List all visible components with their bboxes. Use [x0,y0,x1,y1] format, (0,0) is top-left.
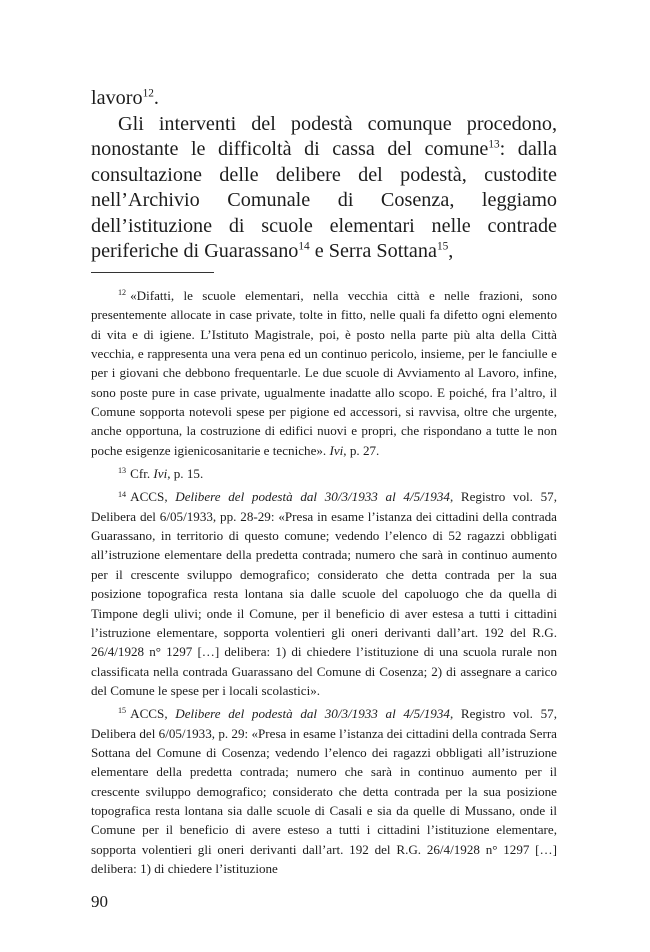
main-text [91,86,557,265]
footnote-text: , Registro vol. 57, Delibera del 6/05/1933, p. 29: «Presa in esame l’istanza dei cittadini della contrada Serra Sottana del Comune di Cosenza; vedendo l’elenco dei ragazzi obbligati all’istruzione elementare della predetta contrada; numero che sarà in continuo aumento per il crescente sviluppo demografico; considerato che detta contrada per la sua posizione topografica resta lontana sia dalle scuole di Casali e sia da quelle di Mussano, onde il Comune per il beneficio di avere esteso a tutti i cittadini l’istituzione elementare, sopporta volentieri gli oneri derivanti dall’art. 192 del R.G. 26/4/1928 n° 1297 […] delibera: 1) di chiedere l’istituzione [91,706,557,876]
footnote-14 [91,487,557,700]
footnote-ref-15[interactable]: 15 [436,240,449,253]
footnote-text: Cfr. [130,466,154,482]
footnote-text: , p. 27. [343,442,380,458]
footnote-number: 14 [118,489,127,499]
paragraph [91,112,557,265]
footnote-number: 13 [118,466,127,476]
text-fragment: lavoro [91,87,143,109]
footnote-ref-12[interactable]: 12 [142,87,154,100]
text-fragment: Gli interventi del podestà comunque procedono, nonostante le difficoltà di cassa del comune [91,112,557,160]
footnote-15 [91,704,557,878]
footnote-divider [91,272,214,273]
text-fragment: , [448,240,454,262]
footnote-italic: Delibere del podestà dal 30/3/1933 al 4/5/1934 [175,706,450,722]
text-fragment: : dalla consultazione delle delibere del podestà, custodite nell’Archivio Comunale di Cosenza, leggiamo dell’istituzione di scuole elementari nelle contrade periferiche di Guarassano [91,138,557,262]
footnote-italic: Ivi [329,442,344,458]
text-fragment: e Serra Sottana [309,240,437,262]
footnote-italic: Ivi [153,466,168,482]
footnote-text: «Difatti, le scuole elementari, nella vecchia città e nelle frazioni, sono presentemente allocate in case private, tolte in fitto, nelle quali fa difetto ogni elemento di vita e di igiene. L’Istituto Magistrale, poi, è posto nella parte più alta della Città vecchia, e rappresenta una vera pena ed un continuo pericolo, insieme, per le fanciulle e per i giovani che debbono frequentarle. Le due scuole di Avviamento al Lavoro, infine, sono poste pure in case private, ugualmente inadatte allo scopo. E poiché, fra l’altro, il Comune sopporta notevoli spese per pigione ed accessori, si ravvisa, oltre che urgente, anche opportuna, la costruzione di edifici nuovi e propri, che rispondano a tutte le non poche esigenze igienicosanitarie e tecniche». [91,288,557,458]
footnote-text: , p. 15. [167,466,204,482]
footnote-text: , Registro vol. 57, Delibera del 6/05/1933, pp. 28-29: «Presa in esame l’istanza dei cittadini della contrada Guarassano, in territorio di questo comune; vedendo l’elenco di 52 ragazzi obbligati all’istruzione elementare della predetta contrada; numero che sarà in continuo aumento per il crescente sviluppo demografico; considerato che detta contrada per la sua posizione topografica resta lontana sia dalle scuole del capoluogo che da quella di Timpone degli ulivi; onde il Comune, per il beneficio di aver estesa a tutti i cittadini l’istruzione elementare, sopporta volentieri gli oneri derivanti dall’art. 192 del R.G. 26/4/1928 n° 1297 […] delibera: 1) di chiedere l’istituzione di una scuola rurale non classificata nella contrada Guarassano del Comune di Cosenza; 2) di assegnare a carico del Comune le spese per i locali scolastici». [91,489,557,698]
footnote-12 [91,286,557,460]
footnote-number: 15 [118,706,127,716]
footnote-13 [91,464,557,483]
footnote-ref-14[interactable]: 14 [298,240,310,253]
footnote-ref-13[interactable]: 13 [488,138,500,151]
footnote-text: ACCS, [130,706,176,722]
paragraph-continuation: lavoro$^{12}$. [91,87,159,109]
page-number: 90 [91,892,108,911]
footnotes [91,286,557,882]
footnote-text: ACCS, [130,489,176,505]
footnote-number: 12 [118,288,127,298]
footnote-italic: Delibere del podestà dal 30/3/1933 al 4/5/1934 [175,489,450,505]
